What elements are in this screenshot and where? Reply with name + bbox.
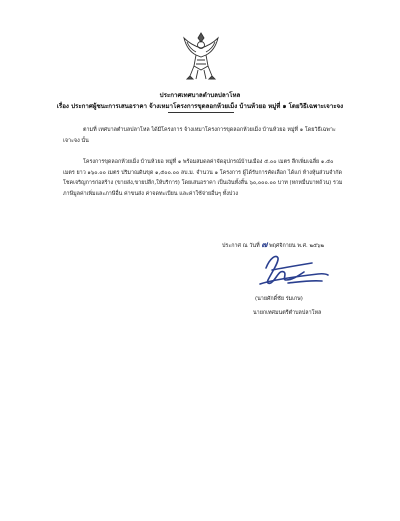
announce-prefix: ประกาศ ณ วันที่ (222, 243, 260, 249)
signer-name: (นายศักดิ์ชัย ร่มเกษ) (255, 296, 303, 302)
signer-position: นายกเทศมนตรีตำบลปลาโหล (253, 310, 322, 316)
paragraph-intro: ตามที่ เทศบาลตำบลปลาโหล ได้มีโครงการ จ้างเหมาโครงการขุดลอกห้วยเม็ง บ้านห้วยอ หมู่ที่ ๑ โดยวิธีเฉพาะเจาะจง นั้น (63, 127, 336, 144)
announce-suffix: พฤศจิกายน พ.ศ. ๒๕๖๒ (269, 243, 325, 249)
announce-day: ๗ (261, 239, 268, 249)
title-divider (168, 112, 234, 113)
paragraph-details: โครงการขุดลอกห้วยเม็ง บ้านห้วยอ หมู่ที่ ๑ พร้อมสมดลค่าจัดอุปกรณ์บ้านเมือง ๕.๐๐ เมตร ลึกเพิ่มเฉลี่ย ๑.๕๐ เมตร ยาว ๑๖๐.๐๐ เมตร ปริมาณดินขุด ๑,๕๐๐.๐๐ ลบ.ม. จำนวน ๑ โครงการ ผู้ได้รับการคัดเลือก ได้แก่ ห้างหุ้นส่วนจำกัด โชคเจริญการก่อสร้าง (ขายส่ง,ขายปลีก,ให้บริการ) โดยเสนอราคา เป็นเงินทั้งสิ้น ๖๐,๐๐๐.๐๐ บาท (หกหมื่นบาทถ้วน) รวมภาษีมูลค่าเพิ่มและภาษีอื่น ค่าขนส่ง ค่าจดทะเบียน และค่าใช้จ่ายอื่นๆ ทั้งปวง (63, 159, 343, 197)
document-subject: เรื่อง ประกาศผู้ชนะการเสนอราคา จ้างเหมาโครงการขุดลอกห้วยเม็ง บ้านห้วยอ หมู่ที่ ๑ โดยวิธีเฉพาะเจาะจง (56, 103, 344, 110)
garuda-emblem-icon (182, 30, 220, 82)
signature-image (252, 250, 332, 292)
document-title: ประกาศเทศบาลตำบลปลาโหล (159, 92, 241, 99)
